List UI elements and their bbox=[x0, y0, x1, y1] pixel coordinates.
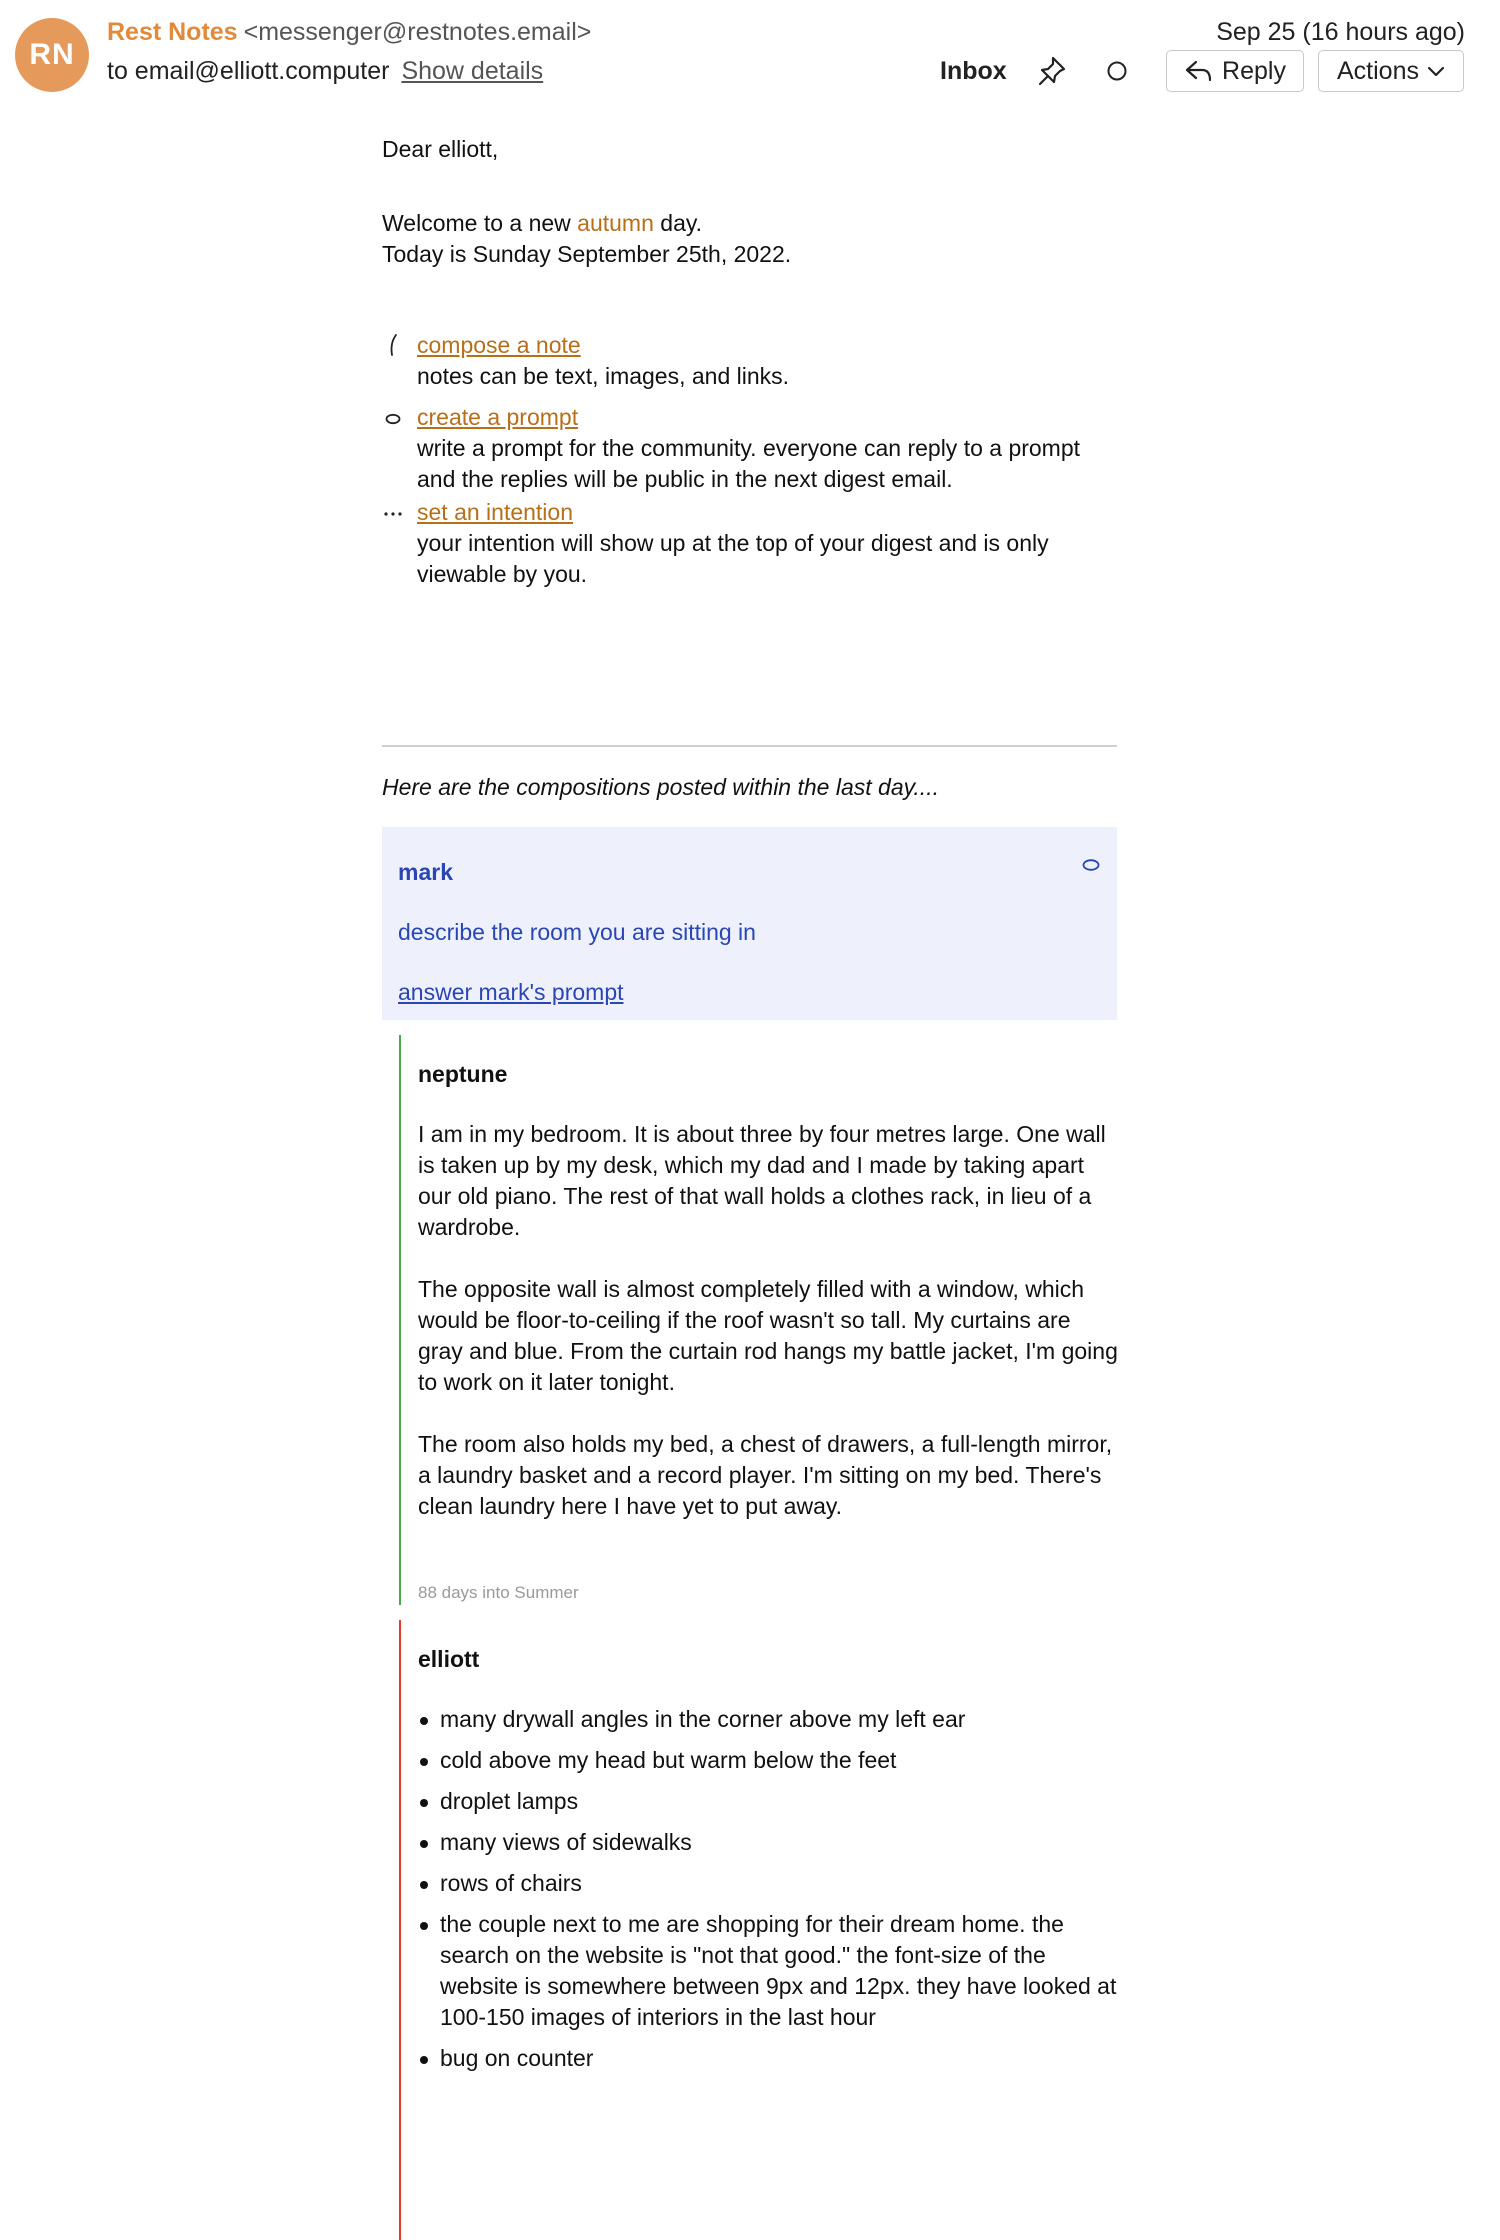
folder-label[interactable]: Inbox bbox=[940, 57, 1007, 85]
create-prompt-link[interactable]: create a prompt bbox=[417, 404, 579, 430]
welcome-message bbox=[382, 208, 791, 270]
reply-button[interactable] bbox=[1166, 50, 1304, 92]
prompt-card bbox=[382, 827, 1117, 1020]
actions-button-label: Actions bbox=[1337, 56, 1419, 85]
list-item: the couple next to me are shopping for their dream home. the search on the website is "not that good." the font-size of the website is somewhere between 9px and 12px. they have looked at 100-150 images of interiors in the last hour bbox=[418, 1909, 1118, 2033]
reply-card bbox=[399, 1035, 1119, 1605]
list-item: many views of sidewalks bbox=[418, 1827, 1118, 1858]
sender-name[interactable]: Rest Notes bbox=[107, 18, 238, 46]
pen-icon bbox=[382, 333, 404, 365]
pin-icon[interactable] bbox=[1036, 54, 1068, 88]
prompt-author: mark bbox=[398, 859, 453, 885]
list-item: rows of chairs bbox=[418, 1868, 1118, 1899]
greeting: Dear elliott, bbox=[382, 136, 499, 162]
list-item: many drywall angles in the corner above my left ear bbox=[418, 1704, 1118, 1735]
reply-paragraph: The room also holds my bed, a chest of drawers, a full-length mirror, a laundry basket and a record player. I'm sitting on my bed. There's clean laundry here I have yet to put away. bbox=[418, 1431, 1113, 1519]
action-description: write a prompt for the community. everyone can reply to a prompt and the replies will be public in the next digest email. bbox=[417, 435, 1081, 492]
reply-paragraph: The opposite wall is almost completely filled with a window, which would be floor-to-ceiling if the roof wasn't so tall. My curtains are gray and blue. From the curtain rod hangs my battle jacket, I'm going to work on it later tonight. bbox=[418, 1276, 1118, 1395]
from-line bbox=[107, 18, 591, 47]
list-item: cold above my head but warm below the feet bbox=[418, 1745, 1118, 1776]
set-intention-link[interactable]: set an intention bbox=[417, 499, 574, 525]
section-divider bbox=[382, 745, 1117, 747]
reply-author: neptune bbox=[418, 1061, 508, 1087]
date-line: Today is Sunday September 25th, 2022. bbox=[382, 241, 792, 267]
season-word: autumn bbox=[577, 210, 654, 236]
reply-author: elliott bbox=[418, 1646, 480, 1672]
reply-card bbox=[399, 1620, 1119, 2240]
compositions-intro: Here are the compositions posted within the last day.... bbox=[382, 774, 939, 800]
reply-button-label: Reply bbox=[1222, 56, 1286, 85]
sender-email: <messenger@restnotes.email> bbox=[243, 18, 592, 46]
email-date: Sep 25 (16 hours ago) bbox=[1216, 18, 1465, 46]
prompt-icon bbox=[1081, 855, 1101, 875]
recipient-text: to email@elliott.computer bbox=[107, 57, 390, 85]
chevron-down-icon bbox=[1427, 65, 1445, 77]
answer-prompt-link[interactable]: answer mark's prompt bbox=[398, 979, 624, 1005]
ellipsis-icon bbox=[382, 500, 404, 532]
actions-button[interactable] bbox=[1318, 50, 1464, 92]
action-description: notes can be text, images, and links. bbox=[417, 363, 790, 389]
reply-meta: 88 days into Summer bbox=[418, 1583, 579, 1602]
reply-body bbox=[418, 1119, 1118, 1553]
welcome-line: Welcome to a new autumn day. bbox=[382, 210, 703, 236]
list-item: bug on counter bbox=[418, 2043, 1118, 2074]
email-header bbox=[0, 0, 1500, 110]
compose-note-link[interactable]: compose a note bbox=[417, 332, 581, 358]
reply-arrow-icon bbox=[1184, 58, 1214, 84]
prompt-text: describe the room you are sitting in bbox=[398, 919, 756, 945]
mark-unread-icon[interactable] bbox=[1106, 60, 1128, 82]
prompt-icon bbox=[382, 405, 404, 437]
show-details-link[interactable]: Show details bbox=[401, 57, 544, 85]
to-line bbox=[107, 57, 543, 86]
reply-paragraph: I am in my bedroom. It is about three by four metres large. One wall is taken up by my desk, which my dad and I made by taking apart our old piano. The rest of that wall holds a clothes rack, in lieu of a wardrobe. bbox=[418, 1121, 1106, 1240]
sender-avatar: RN bbox=[15, 18, 89, 92]
list-item: droplet lamps bbox=[418, 1786, 1118, 1817]
action-description: your intention will show up at the top of your digest and is only viewable by you. bbox=[417, 530, 1049, 587]
reply-bullet-list bbox=[418, 1704, 1118, 2084]
